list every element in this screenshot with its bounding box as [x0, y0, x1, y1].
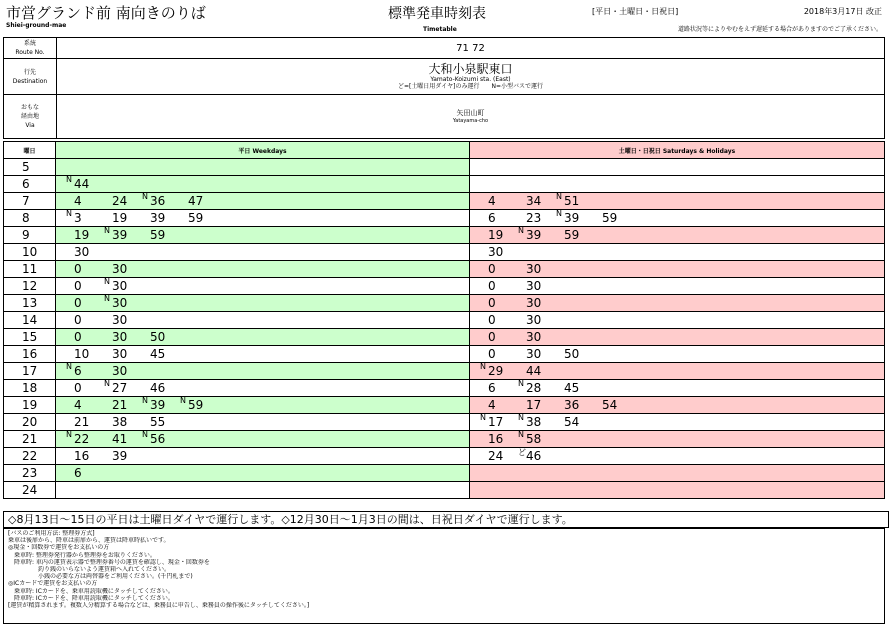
departure-list [470, 380, 884, 396]
service-mark: N [518, 226, 524, 235]
hour-row [4, 295, 885, 312]
departure-minute: 30 [526, 279, 542, 293]
instruction-line: 乗車時: ICカードを、乗車用読取機にタッチしてください。 [8, 587, 174, 595]
departure-minute: 21 [74, 415, 90, 429]
hour-label: 11 [4, 261, 56, 278]
departure-minute: 0 [74, 279, 82, 293]
weekday-departures [56, 261, 470, 278]
departure-list [56, 278, 469, 294]
departure-minute: N 39 [104, 226, 128, 242]
departure-list [470, 295, 884, 311]
departure-minute: 30 [112, 262, 128, 276]
departure-minute: 19 [74, 228, 90, 242]
departure-list [470, 346, 884, 362]
route-value: 71 72 [57, 38, 885, 59]
service-mark: N [66, 430, 72, 439]
departure-list [470, 261, 884, 277]
departure-minute: 47 [188, 194, 204, 208]
departure-minute: 30 [526, 330, 542, 344]
departure-list [470, 193, 884, 209]
hour-row [4, 210, 885, 227]
departure-minute: 0 [74, 330, 82, 344]
departure-minute: 0 [488, 279, 496, 293]
instruction-line: 小銭の必要な方は両替器をご利用ください。(千円札まで) [8, 573, 193, 581]
departure-minute: N 44 [66, 175, 90, 191]
service-mark: N [142, 396, 148, 405]
departure-list [470, 329, 884, 345]
departure-minute: N 59 [180, 396, 204, 412]
departure-minute: 55 [150, 415, 166, 429]
departure-minute: 21 [112, 398, 128, 412]
hour-label: 10 [4, 244, 56, 261]
holiday-departures [470, 363, 885, 380]
delay-note: 道路状況等によりやむをえず遅延する場合がありますのでご了承ください。 [677, 26, 882, 33]
holiday-departures [470, 295, 885, 312]
dest-value: 大和小泉駅東口 [428, 62, 513, 76]
departure-minute: 36 [564, 398, 580, 412]
departure-minute: 19 [112, 211, 128, 225]
departure-minute: N 3 [66, 209, 82, 225]
weekday-departures [56, 193, 470, 210]
service-mark: N [66, 362, 72, 371]
departure-minute: 0 [488, 296, 496, 310]
departure-list [470, 465, 884, 481]
holiday-header: 土曜日・日祝日 Saturdays & Holidays [470, 142, 885, 159]
hour-label: 20 [4, 414, 56, 431]
weekday-departures [56, 295, 470, 312]
departure-minute: 30 [112, 364, 128, 378]
service-mark: N [518, 413, 524, 422]
hour-label: 6 [4, 176, 56, 193]
departure-minute: 30 [112, 347, 128, 361]
departure-minute: 6 [488, 211, 496, 225]
hour-label: 16 [4, 346, 56, 363]
route-label: 系統 [23, 40, 36, 47]
dest-label: 行先 [23, 68, 36, 76]
weekday-departures [56, 482, 470, 499]
via-label-en: Via [25, 122, 35, 129]
departure-minute: N 51 [556, 192, 580, 208]
hour-row [4, 159, 885, 176]
hour-label: 22 [4, 448, 56, 465]
hour-row [4, 363, 885, 380]
weekday-departures [56, 227, 470, 244]
departure-minute: 45 [564, 381, 580, 395]
departure-list [56, 397, 469, 413]
departure-minute: 19 [488, 228, 504, 242]
hour-row [4, 431, 885, 448]
instruction-line: 降車時: ICカードを、降車用読取機にタッチしてください。 [8, 594, 174, 602]
departure-minute: 46 [150, 381, 166, 395]
hour-row [4, 261, 885, 278]
holiday-departures [470, 346, 885, 363]
departure-minute: 59 [602, 211, 618, 225]
service-mark: ど [518, 448, 526, 457]
departure-minute: 0 [74, 381, 82, 395]
hour-row [4, 312, 885, 329]
departure-minute: 4 [488, 398, 496, 412]
departure-minute: 59 [188, 211, 204, 225]
service-mark: N [556, 209, 562, 218]
departure-minute: 0 [488, 262, 496, 276]
departure-list [470, 448, 884, 464]
hour-row [4, 329, 885, 346]
departure-minute: N 6 [66, 362, 82, 378]
departure-minute: N 17 [480, 413, 504, 429]
header [0, 0, 890, 36]
departure-minute: 17 [526, 398, 542, 412]
departure-minute: 30 [112, 313, 128, 327]
weekday-departures [56, 159, 470, 176]
hour-label: 9 [4, 227, 56, 244]
dest-label-en: Destination [12, 77, 48, 85]
departure-list [56, 210, 469, 226]
hour-header: 曜日 [4, 142, 56, 159]
hour-row [4, 193, 885, 210]
hour-label: 15 [4, 329, 56, 346]
instruction-line: 降車時: 車内の運賃表示器で整理券番号の運賃を確認し、現金・回数券を [8, 558, 210, 566]
weekday-departures [56, 448, 470, 465]
departure-list [56, 448, 469, 464]
weekday-departures [56, 346, 470, 363]
instruction-line: [バスのご利用方法: 整理券方式] [8, 530, 95, 537]
departure-minute: N 28 [518, 379, 542, 395]
dest-label-cell [4, 59, 57, 95]
dest-note: ど=[土曜日用ダイヤ]のみ運行 N=小型バスで運行 [397, 83, 544, 90]
service-mark: N [480, 413, 486, 422]
departure-minute: 54 [564, 415, 580, 429]
hour-row [4, 397, 885, 414]
holiday-departures [470, 414, 885, 431]
departure-list [470, 159, 884, 175]
hour-row [4, 465, 885, 482]
hour-label: 17 [4, 363, 56, 380]
departure-minute: 44 [526, 364, 542, 378]
hour-row [4, 346, 885, 363]
departure-minute: N 39 [142, 396, 166, 412]
departure-list [470, 431, 884, 447]
departure-minute: 0 [488, 347, 496, 361]
service-mark: N [104, 294, 110, 303]
departure-list [470, 414, 884, 430]
fare-instructions [3, 528, 885, 624]
weekday-departures [56, 244, 470, 261]
route-info-table [3, 37, 885, 139]
holiday-departures [470, 380, 885, 397]
departure-minute: 30 [526, 313, 542, 327]
hour-row [4, 414, 885, 431]
hour-row [4, 380, 885, 397]
departure-minute: 50 [564, 347, 580, 361]
page-title: 標準発車時刻表 [388, 6, 486, 22]
departure-minute: 0 [488, 313, 496, 327]
departure-minute: 39 [150, 211, 166, 225]
departure-list [56, 295, 469, 311]
holiday-departures [470, 397, 885, 414]
departure-minute: 45 [150, 347, 166, 361]
departure-list [56, 176, 469, 192]
departure-minute: 59 [150, 228, 166, 242]
revision-date: 2018年3月17日 改正 [803, 7, 882, 16]
holiday-departures [470, 159, 885, 176]
page-title-en: Timetable [423, 26, 457, 33]
departure-list [470, 244, 884, 260]
weekday-departures [56, 278, 470, 295]
hour-label: 23 [4, 465, 56, 482]
departure-minute: 30 [526, 296, 542, 310]
instruction-line: [運賃が精算されます。複数人分精算する場合などは、乗務員に申告し、乗務員の操作後にタッチしてください。] [8, 602, 310, 610]
holiday-departures [470, 312, 885, 329]
instruction-line: ◎現金・回数券で運賃をお支払いの方 [8, 544, 110, 552]
departure-minute: 0 [488, 330, 496, 344]
departure-list [56, 227, 469, 243]
weekday-departures [56, 312, 470, 329]
departure-minute: 24 [488, 449, 504, 463]
instruction-line: 乗車は後扉から、降車は前扉から、運賃は降車時払いです。 [8, 537, 170, 545]
departure-list [56, 312, 469, 328]
holiday-departures [470, 176, 885, 193]
service-mark: N [556, 192, 562, 201]
service-mark: N [518, 430, 524, 439]
hour-row [4, 448, 885, 465]
departure-minute: 41 [112, 432, 128, 446]
departure-minute: 59 [564, 228, 580, 242]
service-mark: N [480, 362, 486, 371]
departure-minute: 0 [74, 313, 82, 327]
route-label-cell [4, 38, 57, 59]
hour-label: 18 [4, 380, 56, 397]
weekday-header: 平日 Weekdays [56, 142, 470, 159]
departure-list [56, 380, 469, 396]
departure-minute: 30 [74, 245, 90, 259]
hour-label: 5 [4, 159, 56, 176]
weekday-departures [56, 380, 470, 397]
route-label-en: Route No. [15, 49, 45, 56]
departure-minute: N 36 [142, 192, 166, 208]
timetable [3, 141, 885, 499]
day-types: [平日・土曜日・日祝日] [592, 7, 679, 16]
departure-list [56, 159, 469, 175]
service-mark: N [142, 192, 148, 201]
departure-minute: 23 [526, 211, 542, 225]
departure-minute: N 38 [518, 413, 542, 429]
departure-list [56, 414, 469, 430]
departure-minute: 30 [526, 262, 542, 276]
service-mark: N [66, 209, 72, 218]
departure-list [470, 363, 884, 379]
departure-minute: 30 [526, 347, 542, 361]
holiday-departures [470, 244, 885, 261]
departure-list [56, 482, 469, 498]
stop-name: 市営グランド前 南向きのりば [6, 4, 206, 22]
instruction-line: 釣り銭のいらないよう運賃箱へ入れてください。 [8, 566, 171, 574]
departure-minute: N 27 [104, 379, 128, 395]
departure-list [56, 465, 469, 481]
departure-list [56, 244, 469, 260]
departure-minute: 10 [74, 347, 90, 361]
departure-minute: 16 [488, 432, 504, 446]
weekday-departures [56, 363, 470, 380]
departure-list [470, 397, 884, 413]
hour-label: 14 [4, 312, 56, 329]
service-mark: N [518, 379, 524, 388]
hour-row [4, 244, 885, 261]
departure-minute: N 39 [518, 226, 542, 242]
weekday-departures [56, 210, 470, 227]
hour-label: 21 [4, 431, 56, 448]
departure-list [470, 210, 884, 226]
service-mark: N [104, 379, 110, 388]
departure-list [56, 431, 469, 447]
hour-label: 19 [4, 397, 56, 414]
departure-list [56, 329, 469, 345]
weekday-departures [56, 329, 470, 346]
hour-label: 13 [4, 295, 56, 312]
departure-minute: 0 [74, 296, 82, 310]
departure-list [470, 176, 884, 192]
service-mark: N [142, 430, 148, 439]
holiday-departures [470, 210, 885, 227]
departure-list [56, 193, 469, 209]
via-label-1: おもな [20, 104, 39, 111]
departure-minute: 30 [488, 245, 504, 259]
departure-minute: 30 [112, 330, 128, 344]
departure-minute: ど 46 [518, 448, 542, 463]
departure-minute: 50 [150, 330, 166, 344]
holiday-departures [470, 278, 885, 295]
dest-value-en: Yamato-Koizumi sta. (East) [430, 76, 511, 83]
holiday-departures [470, 431, 885, 448]
hour-label: 12 [4, 278, 56, 295]
departure-list [470, 312, 884, 328]
departure-list [56, 363, 469, 379]
via-label-cell [4, 95, 57, 139]
holiday-departures [470, 448, 885, 465]
timetable-header-row [4, 142, 885, 159]
weekday-departures [56, 397, 470, 414]
departure-minute: 6 [488, 381, 496, 395]
weekday-departures [56, 414, 470, 431]
departure-list [56, 261, 469, 277]
holiday-departures [470, 465, 885, 482]
via-value: 矢田山町 [456, 108, 485, 117]
departure-minute: 4 [74, 194, 82, 208]
service-mark: N [104, 277, 110, 286]
departure-list [470, 482, 884, 498]
hour-row [4, 227, 885, 244]
hour-row [4, 278, 885, 295]
weekday-departures [56, 465, 470, 482]
departure-minute: 54 [602, 398, 618, 412]
departure-minute: N 29 [480, 362, 504, 378]
departure-list [470, 227, 884, 243]
departure-minute: 39 [112, 449, 128, 463]
hour-label: 8 [4, 210, 56, 227]
hour-row [4, 482, 885, 499]
departure-list [56, 346, 469, 362]
departure-minute: 0 [74, 262, 82, 276]
service-mark: N [66, 175, 72, 184]
holiday-departures [470, 482, 885, 499]
departure-minute: N 58 [518, 430, 542, 446]
departure-minute: 4 [488, 194, 496, 208]
departure-list [470, 278, 884, 294]
hour-label: 7 [4, 193, 56, 210]
departure-minute: 16 [74, 449, 90, 463]
holiday-departures [470, 227, 885, 244]
weekday-departures [56, 431, 470, 448]
departure-minute: 38 [112, 415, 128, 429]
departure-minute: 24 [112, 194, 128, 208]
hour-label: 24 [4, 482, 56, 499]
departure-minute: N 30 [104, 294, 128, 310]
holiday-departures [470, 193, 885, 210]
instruction-line: ◎ICカードで運賃をお支払いの方 [8, 580, 98, 588]
departure-minute: 34 [526, 194, 542, 208]
dest-value-cell [57, 59, 885, 95]
holiday-departures [470, 261, 885, 278]
via-value-cell [57, 95, 885, 139]
departure-minute: N 22 [66, 430, 90, 446]
departure-minute: 6 [74, 466, 82, 480]
weekday-departures [56, 176, 470, 193]
departure-minute: N 56 [142, 430, 166, 446]
service-note: ◇8月13日～15日の平日は土曜日ダイヤで運行します。◇12月30日～1月3日の間は、日祝日ダイヤで運行します。 [3, 511, 889, 528]
via-label-2: 経由地 [20, 113, 39, 120]
holiday-departures [470, 329, 885, 346]
hour-row [4, 176, 885, 193]
departure-minute: N 30 [104, 277, 128, 293]
stop-name-en: Shiei-ground-mae [6, 22, 67, 29]
departure-minute: N 39 [556, 209, 580, 225]
departure-minute: 4 [74, 398, 82, 412]
service-mark: N [104, 226, 110, 235]
service-mark: N [180, 396, 186, 405]
instruction-line: 乗車時: 整理券発行器から整理券をお取りください。 [8, 551, 156, 559]
via-value-en: Yatayama-cho [452, 117, 489, 124]
